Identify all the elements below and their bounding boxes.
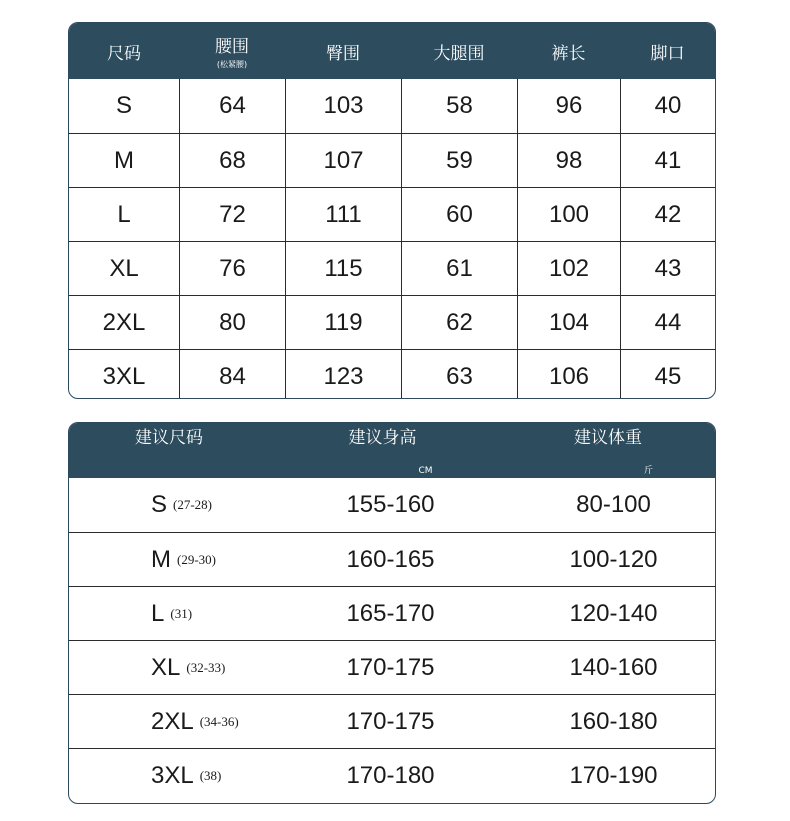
header-thigh xyxy=(401,23,517,79)
table-row xyxy=(69,187,715,241)
table-cell: L xyxy=(117,200,131,228)
table-cell: 64 xyxy=(179,79,285,133)
measurement-body xyxy=(69,79,715,399)
header-label: 腰围 xyxy=(215,37,249,57)
table-cell: 80 xyxy=(179,296,285,349)
table-cell: 119 xyxy=(285,296,401,349)
waist-size-note: (32-33) xyxy=(186,659,226,675)
waist-size-note: (29-30) xyxy=(177,551,216,567)
suggested-weight-cell: 120-140 xyxy=(569,599,658,627)
header-label: 裤长 xyxy=(551,43,586,64)
suggested-weight-cell: 140-160 xyxy=(569,653,658,681)
suggested-size-cell xyxy=(69,587,269,640)
size-label: S xyxy=(151,491,168,518)
header-label: 建议身高 xyxy=(348,428,417,448)
size-recommendation-table xyxy=(68,422,716,804)
header-length xyxy=(517,23,620,79)
table-cell: 43 xyxy=(620,242,715,295)
suggested-height-cell: 170-175 xyxy=(346,707,435,735)
table-row xyxy=(69,478,715,532)
table-row xyxy=(69,349,715,399)
header-sub-label: (松紧腰) xyxy=(216,60,248,69)
table-cell: 102 xyxy=(517,242,620,295)
size-label: 3XL xyxy=(151,761,194,789)
waist-size-note: (31) xyxy=(170,605,193,621)
table-cell: 68 xyxy=(179,134,285,187)
table-row xyxy=(69,532,715,586)
table-cell: 60 xyxy=(401,188,517,241)
suggested-weight-cell: 80-100 xyxy=(576,491,651,518)
table-cell: S xyxy=(115,92,132,119)
waist-size-note: (38) xyxy=(199,767,222,783)
table-cell: 76 xyxy=(179,242,285,295)
suggested-size-cell xyxy=(69,478,269,532)
table-cell: 106 xyxy=(517,350,620,399)
recommendation-body xyxy=(69,478,715,802)
header-label: 建议尺码 xyxy=(135,428,203,448)
table-row xyxy=(69,640,715,694)
header-waist xyxy=(179,23,285,79)
suggested-height-cell: 155-160 xyxy=(346,491,435,518)
size-label: XL xyxy=(151,653,181,681)
table-row xyxy=(69,694,715,748)
table-cell: 72 xyxy=(179,188,285,241)
header-size xyxy=(69,23,179,79)
table-cell: 58 xyxy=(401,79,517,133)
header-label: 脚口 xyxy=(650,43,685,64)
waist-size-note: (34-36) xyxy=(199,713,239,729)
table-cell: 103 xyxy=(285,79,401,133)
table-cell: 100 xyxy=(517,188,620,241)
table-cell: 98 xyxy=(517,134,620,187)
table-cell: 2XL xyxy=(102,308,146,336)
table-cell: 45 xyxy=(620,350,715,399)
table-cell: 62 xyxy=(401,296,517,349)
table-cell: 84 xyxy=(179,350,285,399)
measurement-header-row xyxy=(69,23,715,79)
table-row xyxy=(69,586,715,640)
size-measurement-table xyxy=(68,22,716,399)
table-cell: 96 xyxy=(517,79,620,133)
size-label: 2XL xyxy=(151,707,194,735)
suggested-height-cell: 165-170 xyxy=(346,599,435,627)
table-cell: M xyxy=(114,146,134,174)
table-cell: XL xyxy=(109,254,139,282)
header-hip xyxy=(285,23,401,79)
table-cell: 61 xyxy=(401,242,517,295)
header-leg-opening xyxy=(620,23,715,79)
suggested-weight-cell: 170-190 xyxy=(569,761,658,789)
suggested-size-cell xyxy=(69,533,269,586)
table-cell: 107 xyxy=(285,134,401,187)
header-unit: 斤 xyxy=(643,466,653,476)
size-label: M xyxy=(151,545,171,573)
table-cell: 111 xyxy=(285,188,401,241)
header-unit: CM xyxy=(418,466,433,476)
suggested-weight-cell: 100-120 xyxy=(569,545,658,573)
suggested-height-cell: 170-175 xyxy=(346,653,435,681)
table-cell: 104 xyxy=(517,296,620,349)
header-label: 大腿围 xyxy=(433,43,485,64)
table-cell: 59 xyxy=(401,134,517,187)
header-suggested-height xyxy=(269,423,512,478)
table-cell: 41 xyxy=(620,134,715,187)
suggested-size-cell xyxy=(69,749,269,802)
header-label: 尺码 xyxy=(107,43,141,64)
header-label: 建议体重 xyxy=(573,428,642,448)
suggested-height-cell: 160-165 xyxy=(346,545,435,573)
suggested-weight-cell: 160-180 xyxy=(569,707,658,735)
suggested-size-cell xyxy=(69,695,269,748)
table-row xyxy=(69,295,715,349)
table-row xyxy=(69,748,715,802)
table-cell: 40 xyxy=(620,79,715,133)
table-cell: 42 xyxy=(620,188,715,241)
table-cell: 63 xyxy=(401,350,517,399)
table-row xyxy=(69,133,715,187)
suggested-height-cell: 170-180 xyxy=(346,761,435,789)
recommendation-header-row xyxy=(69,423,715,478)
table-cell: 115 xyxy=(285,242,401,295)
header-suggested-weight xyxy=(512,423,715,478)
table-cell: 44 xyxy=(620,296,715,349)
table-row xyxy=(69,241,715,295)
waist-size-note: (27-28) xyxy=(173,497,213,512)
suggested-size-cell xyxy=(69,641,269,694)
header-label: 臀围 xyxy=(326,43,360,64)
header-suggested-size xyxy=(69,423,269,478)
table-cell: 3XL xyxy=(102,362,146,390)
size-label: L xyxy=(151,599,165,627)
table-row xyxy=(69,79,715,133)
table-cell: 123 xyxy=(285,350,401,399)
